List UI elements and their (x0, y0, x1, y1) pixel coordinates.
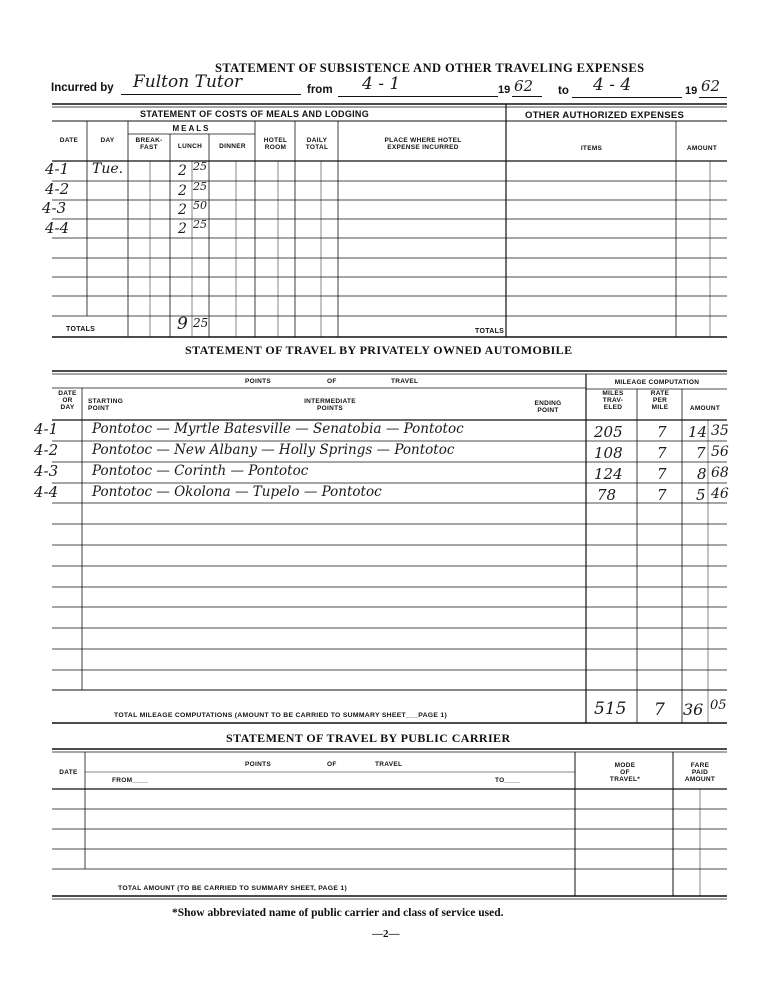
public-col-fare: FARE PAID AMOUNT (684, 762, 716, 783)
auto-col-amount: AMOUNT (689, 405, 721, 412)
auto-row-rate: 7 (657, 423, 667, 441)
meal-row-lunch-dollars: 2 (178, 163, 187, 179)
year-suffix-2: 62 (701, 77, 721, 95)
auto-row-cents: 35 (711, 423, 729, 439)
mileage-computation-label: MILEAGE COMPUTATION (614, 379, 700, 386)
public-points-label: POINTS (245, 761, 271, 768)
public-col-date: DATE (59, 769, 78, 776)
year-prefix-2: 19 (685, 85, 698, 97)
col-place: PLACE WHERE HOTEL EXPENSE INCURRED (384, 137, 462, 151)
total-lunch-cents: 25 (193, 316, 209, 330)
auto-col-miles: MILES TRAV- ELED (602, 390, 624, 411)
auto-row-cents: 56 (711, 444, 729, 460)
meal-row-date: 4-4 (45, 219, 70, 237)
auto-col-date: DATE OR DAY (58, 390, 77, 411)
auto-row-route: Pontotoc — New Albany — Holly Springs — Pontotoc (92, 442, 455, 458)
auto-row-dollars: 7 (696, 444, 706, 462)
totals-label-right: TOTALS (475, 328, 505, 335)
auto-points-label: POINTS (245, 378, 271, 385)
meal-row-date: 4-1 (45, 160, 70, 178)
meal-row-day: Tue. (92, 161, 124, 177)
year-prefix-1: 19 (498, 84, 511, 96)
totals-label: TOTALS (66, 326, 96, 333)
meal-row-lunch-cents: 50 (193, 199, 207, 212)
public-to-label: TO____ (495, 777, 521, 784)
auto-row-cents: 46 (711, 486, 729, 502)
public-total-label: TOTAL AMOUNT (TO BE CARRIED TO SUMMARY SHEET, PAGE 1) (118, 885, 348, 892)
from-label: from (307, 84, 333, 96)
auto-row-dollars: 5 (696, 486, 706, 504)
col-dinner: DINNER (219, 143, 246, 150)
auto-row-date: 4-2 (34, 441, 59, 459)
col-meals: MEALS (172, 124, 211, 133)
auto-row-dollars: 8 (697, 465, 707, 483)
auto-row-miles: 78 (597, 486, 617, 504)
other-expenses-title: OTHER AUTHORIZED EXPENSES (525, 110, 685, 121)
total-lunch-dollars: 9 (177, 314, 188, 334)
auto-row-miles: 124 (594, 465, 623, 483)
mileage-total-rate: 7 (654, 700, 665, 720)
col-breakfast: BREAK- FAST (135, 137, 163, 151)
mileage-total-miles: 515 (594, 699, 627, 719)
auto-row-dollars: 14 (688, 423, 708, 441)
auto-row-route: Pontotoc — Myrtle Batesville — Senatobia — Pontotoc (92, 421, 464, 437)
auto-col-ending: ENDING POINT (534, 400, 562, 414)
auto-row-rate: 7 (657, 486, 667, 504)
meal-row-lunch-cents: 25 (193, 160, 207, 173)
meal-row-lunch-cents: 25 (193, 180, 207, 193)
meal-row-date: 4-2 (45, 180, 70, 198)
public-col-mode: MODE OF TRAVEL* (609, 762, 641, 783)
auto-row-cents: 68 (711, 465, 729, 481)
auto-col-intermediate: INTERMEDIATE POINTS (304, 398, 356, 412)
meal-row-lunch-cents: 25 (193, 218, 207, 231)
meal-row-lunch-dollars: 2 (178, 183, 187, 199)
auto-of-label: OF (327, 378, 337, 385)
auto-row-miles: 108 (594, 444, 623, 462)
auto-row-miles: 205 (594, 423, 623, 441)
auto-travel-label: TRAVEL (391, 378, 419, 385)
auto-row-route: Pontotoc — Corinth — Pontotoc (92, 463, 309, 479)
to-label: to (558, 85, 569, 97)
meals-section-title: STATEMENT OF COSTS OF MEALS AND LODGING (140, 109, 370, 119)
mileage-total-label: TOTAL MILEAGE COMPUTATIONS (AMOUNT TO BE CARRIED TO SUMMARY SHEET___PAGE 1) (114, 712, 448, 719)
footnote: *Show abbreviated name of public carrier and class of service used. (172, 907, 504, 919)
incurred-by-label: Incurred by (51, 82, 114, 94)
to-value: 4 - 4 (593, 75, 632, 95)
public-section-title: STATEMENT OF TRAVEL BY PUBLIC CARRIER (226, 731, 511, 745)
meal-row-lunch-dollars: 2 (178, 202, 187, 218)
meal-row-date: 4-3 (42, 199, 67, 217)
auto-row-rate: 7 (657, 444, 667, 462)
col-items: ITEMS (580, 145, 603, 152)
auto-row-date: 4-3 (34, 462, 59, 480)
auto-row-date: 4-1 (34, 420, 59, 438)
year-suffix-1: 62 (514, 77, 534, 95)
col-daily-total: DAILY TOTAL (305, 137, 329, 151)
auto-row-route: Pontotoc — Okolona — Tupelo — Pontotoc (92, 484, 382, 500)
from-value: 4 - 1 (362, 74, 401, 94)
public-travel-label: TRAVEL (375, 761, 403, 768)
mileage-total-dollars: 36 (683, 700, 704, 719)
auto-row-rate: 7 (657, 465, 667, 483)
col-date: DATE (59, 137, 79, 144)
col-amount: AMOUNT (686, 145, 718, 152)
page-number: —2— (372, 928, 400, 940)
meal-row-lunch-dollars: 2 (178, 221, 187, 237)
form-title: STATEMENT OF SUBSISTENCE AND OTHER TRAVELING EXPENSES (215, 61, 645, 75)
auto-col-rate: RATE PER MILE (650, 390, 670, 411)
mileage-total-cents: 05 (710, 698, 727, 713)
col-day: DAY (100, 137, 115, 144)
auto-col-starting: STARTING POINT (88, 398, 124, 412)
col-hotel-room: HOTEL ROOM (263, 137, 288, 151)
public-from-label: FROM____ (112, 777, 148, 784)
auto-row-date: 4-4 (34, 483, 59, 501)
col-lunch: LUNCH (177, 143, 203, 150)
incurred-by-value: Fulton Tutor (133, 72, 243, 92)
public-of-label: OF (327, 761, 337, 768)
auto-section-title: STATEMENT OF TRAVEL BY PRIVATELY OWNED AUTOMOBILE (185, 343, 573, 357)
